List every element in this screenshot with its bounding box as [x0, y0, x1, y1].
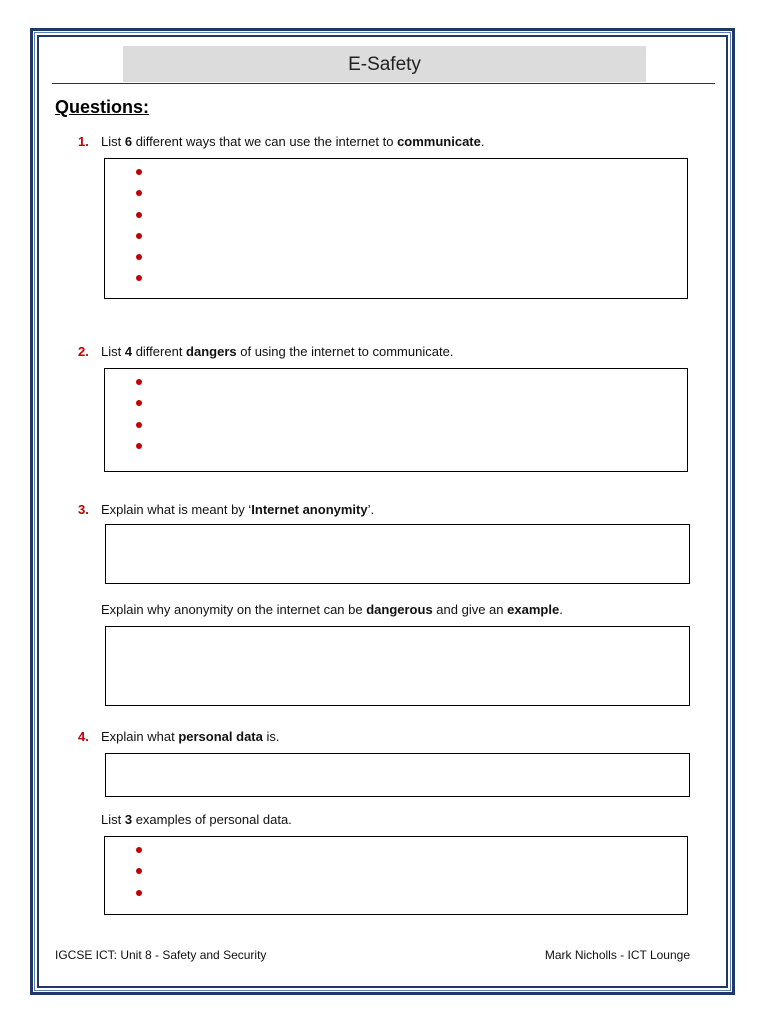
question-3-subtext: Explain why anonymity on the internet can be dangerous and give an example.	[101, 602, 563, 617]
question-2-number: 2.	[78, 344, 89, 359]
bullet-icon	[136, 169, 142, 175]
bullet-icon	[136, 379, 142, 385]
answer-box-q3b[interactable]	[105, 626, 690, 706]
question-3-text: Explain what is meant by ‘Internet anonymity’.	[101, 502, 375, 517]
title-divider	[52, 83, 715, 84]
bullet-icon	[136, 275, 142, 281]
page-title: E-Safety	[123, 46, 646, 82]
bullet-icon	[136, 847, 142, 853]
bullet-icon	[136, 868, 142, 874]
section-heading: Questions:	[55, 97, 150, 117]
bullet-icon	[136, 400, 142, 406]
question-1-text: List 6 different ways that we can use the internet to communicate.	[101, 134, 485, 149]
footer-course: IGCSE ICT: Unit 8 - Safety and Security	[55, 948, 267, 962]
bullet-icon	[136, 422, 142, 428]
footer-author: Mark Nicholls - ICT Lounge	[544, 948, 690, 962]
question-3-number: 3.	[78, 502, 89, 517]
answer-box-q4a[interactable]	[105, 753, 690, 797]
answer-box-q1[interactable]	[104, 158, 688, 299]
question-4-text: Explain what personal data is.	[101, 729, 280, 744]
bullet-icon	[136, 212, 142, 218]
bullet-icon	[136, 890, 142, 896]
answer-box-q2[interactable]	[104, 368, 688, 472]
question-4-subtext: List 3 examples of personal data.	[101, 812, 292, 827]
bullet-icon	[136, 443, 142, 449]
answer-box-q3a[interactable]	[105, 524, 690, 584]
bullet-icon	[136, 190, 142, 196]
question-4-number: 4.	[78, 729, 89, 744]
answer-box-q4b[interactable]	[104, 836, 688, 915]
bullet-icon	[136, 233, 142, 239]
question-2-text: List 4 different dangers of using the internet to communicate.	[101, 344, 454, 359]
question-1-number: 1.	[78, 134, 89, 149]
bullet-icon	[136, 254, 142, 260]
